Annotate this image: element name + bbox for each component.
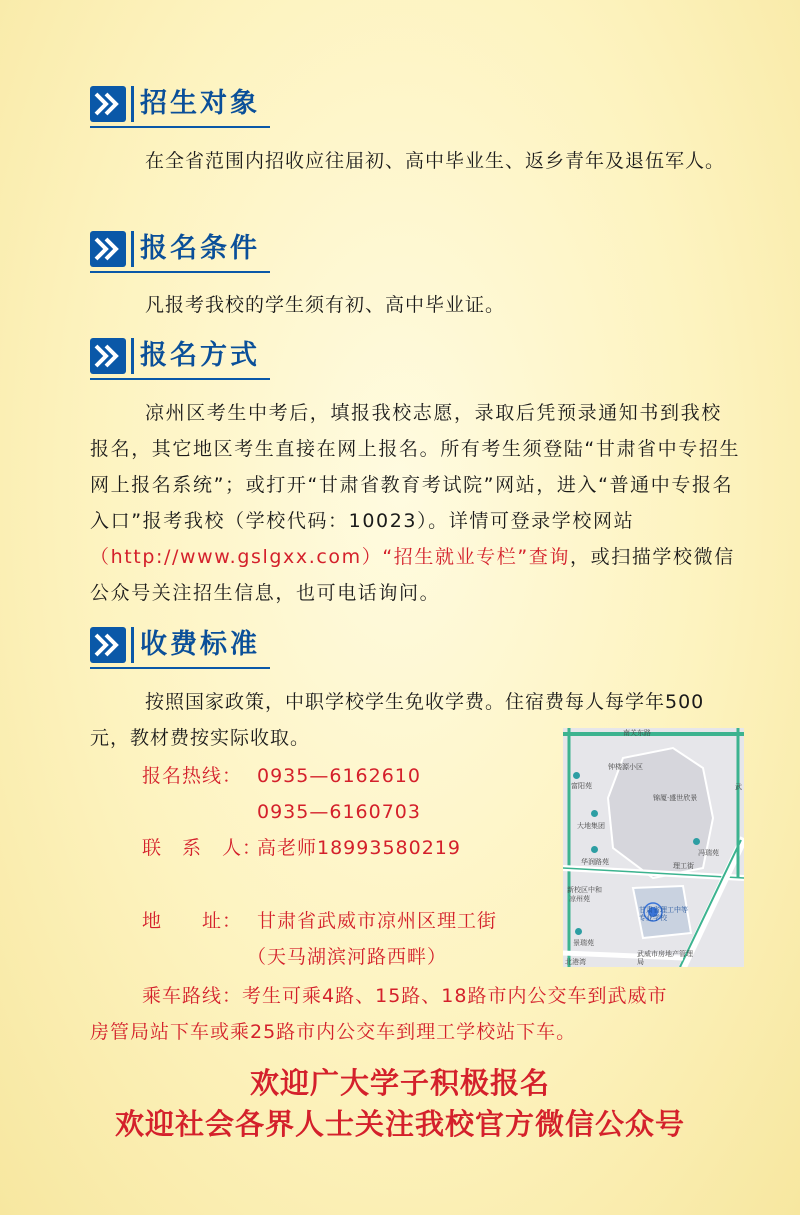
map-label: 南关东路 [623,729,651,737]
body-text: 凉州区考生中考后，填报我校志愿，录取后凭预录通知书到我校报名，其它地区考生直接在网上报名。所有考生须登陆“甘肃省中专招生网上报名系统”；或打开“甘肃省教育考试院”网站，进入“普通中专报名入口”报考我校（学校代码：10023）。详情可登录学校网站 [90,402,741,532]
map-label: 武威市房地产管理局 [637,950,693,966]
double-chevron-icon [90,86,126,122]
address-value: 甘肃省武威市凉州区理工街 [257,910,498,932]
map-pin-icon [591,846,598,853]
map-label: 凉州苑 [569,895,590,903]
section-body: 在全省范围内招收应往届初、高中毕业生、返乡青年及退伍军人。 [145,150,726,172]
underline [90,126,270,128]
section-header-enrollment-target [90,84,280,128]
section-title: 招生对象 [140,88,260,119]
double-chevron-icon [90,231,126,267]
map-label: 北港湾 [565,958,586,966]
divider [131,231,134,267]
divider [131,338,134,374]
underline [90,667,270,669]
route-value: 考生可乘4路、15路、18路市内公交车到武威市 [242,985,668,1007]
map-label: 景瑞苑 [573,939,594,947]
section-header-requirements [90,229,280,273]
double-chevron-icon [90,627,126,663]
underline [90,378,270,380]
map-pin-icon [575,928,582,935]
section-body: 按照国家政策，中职学校学生免收学费。住宿费每人每学年500元，教材费按实际收取。 [90,691,705,749]
map-label: 冯瑞苑 [698,849,719,857]
map-label: 钟楼源小区 [608,763,643,771]
slogan-line-2: 欢迎社会各界人士关注我校官方微信公众号 [114,1107,685,1141]
map-pin-icon [573,772,580,779]
section-title: 报名方式 [140,340,260,371]
location-map[interactable] [563,728,744,967]
section-header-registration-method [90,336,280,380]
hotline-label: 报名热线： [142,765,243,787]
route-line-2: 房管局站下车或乘25路市内公交车到理工学校站下车。 [90,1021,577,1043]
slogan-line-1: 欢迎广大学子积极报名 [249,1066,550,1100]
map-label: 富阳苑 [571,782,592,790]
map-label: 新校区中和 [567,886,602,894]
contact-value: 高老师18993580219 [257,837,461,859]
divider [131,627,134,663]
phone-1[interactable]: 0935—6162610 [257,765,421,787]
school-website-link[interactable]: （http://www.gslgxx.com）“招生就业专栏”查询 [90,546,571,568]
map-label: 大地集团 [577,822,605,830]
map-pin-icon [693,838,700,845]
route-label: 乘车路线： [142,985,243,1007]
map-label: 武 [735,783,742,791]
section-body [90,395,742,611]
map-label: 理工街 [673,862,694,870]
contact-label: 联 系 人： [142,837,263,859]
map-label: 华润路苑 [581,858,609,866]
map-label-school: 甘肃省理工中等专业学校 [639,906,688,922]
divider [131,86,134,122]
section-title: 收费标准 [140,629,260,660]
section-header-fees [90,625,280,669]
section-body: 凡报考我校的学生须有初、高中毕业证。 [145,294,506,316]
address-label: 地 址： [142,910,243,932]
map-pin-icon [591,810,598,817]
section-title: 报名条件 [140,233,260,264]
double-chevron-icon [90,338,126,374]
body-text: ，或扫描学校微信公众号关注招生信息，也可电话询问。 [90,546,735,604]
phone-2[interactable]: 0935—6160703 [257,801,421,823]
map-label: 锦厦·盛世欣景 [653,794,698,802]
route-line-1 [142,978,667,1014]
underline [90,271,270,273]
address-note: （天马湖滨河路西畔） [247,946,448,968]
